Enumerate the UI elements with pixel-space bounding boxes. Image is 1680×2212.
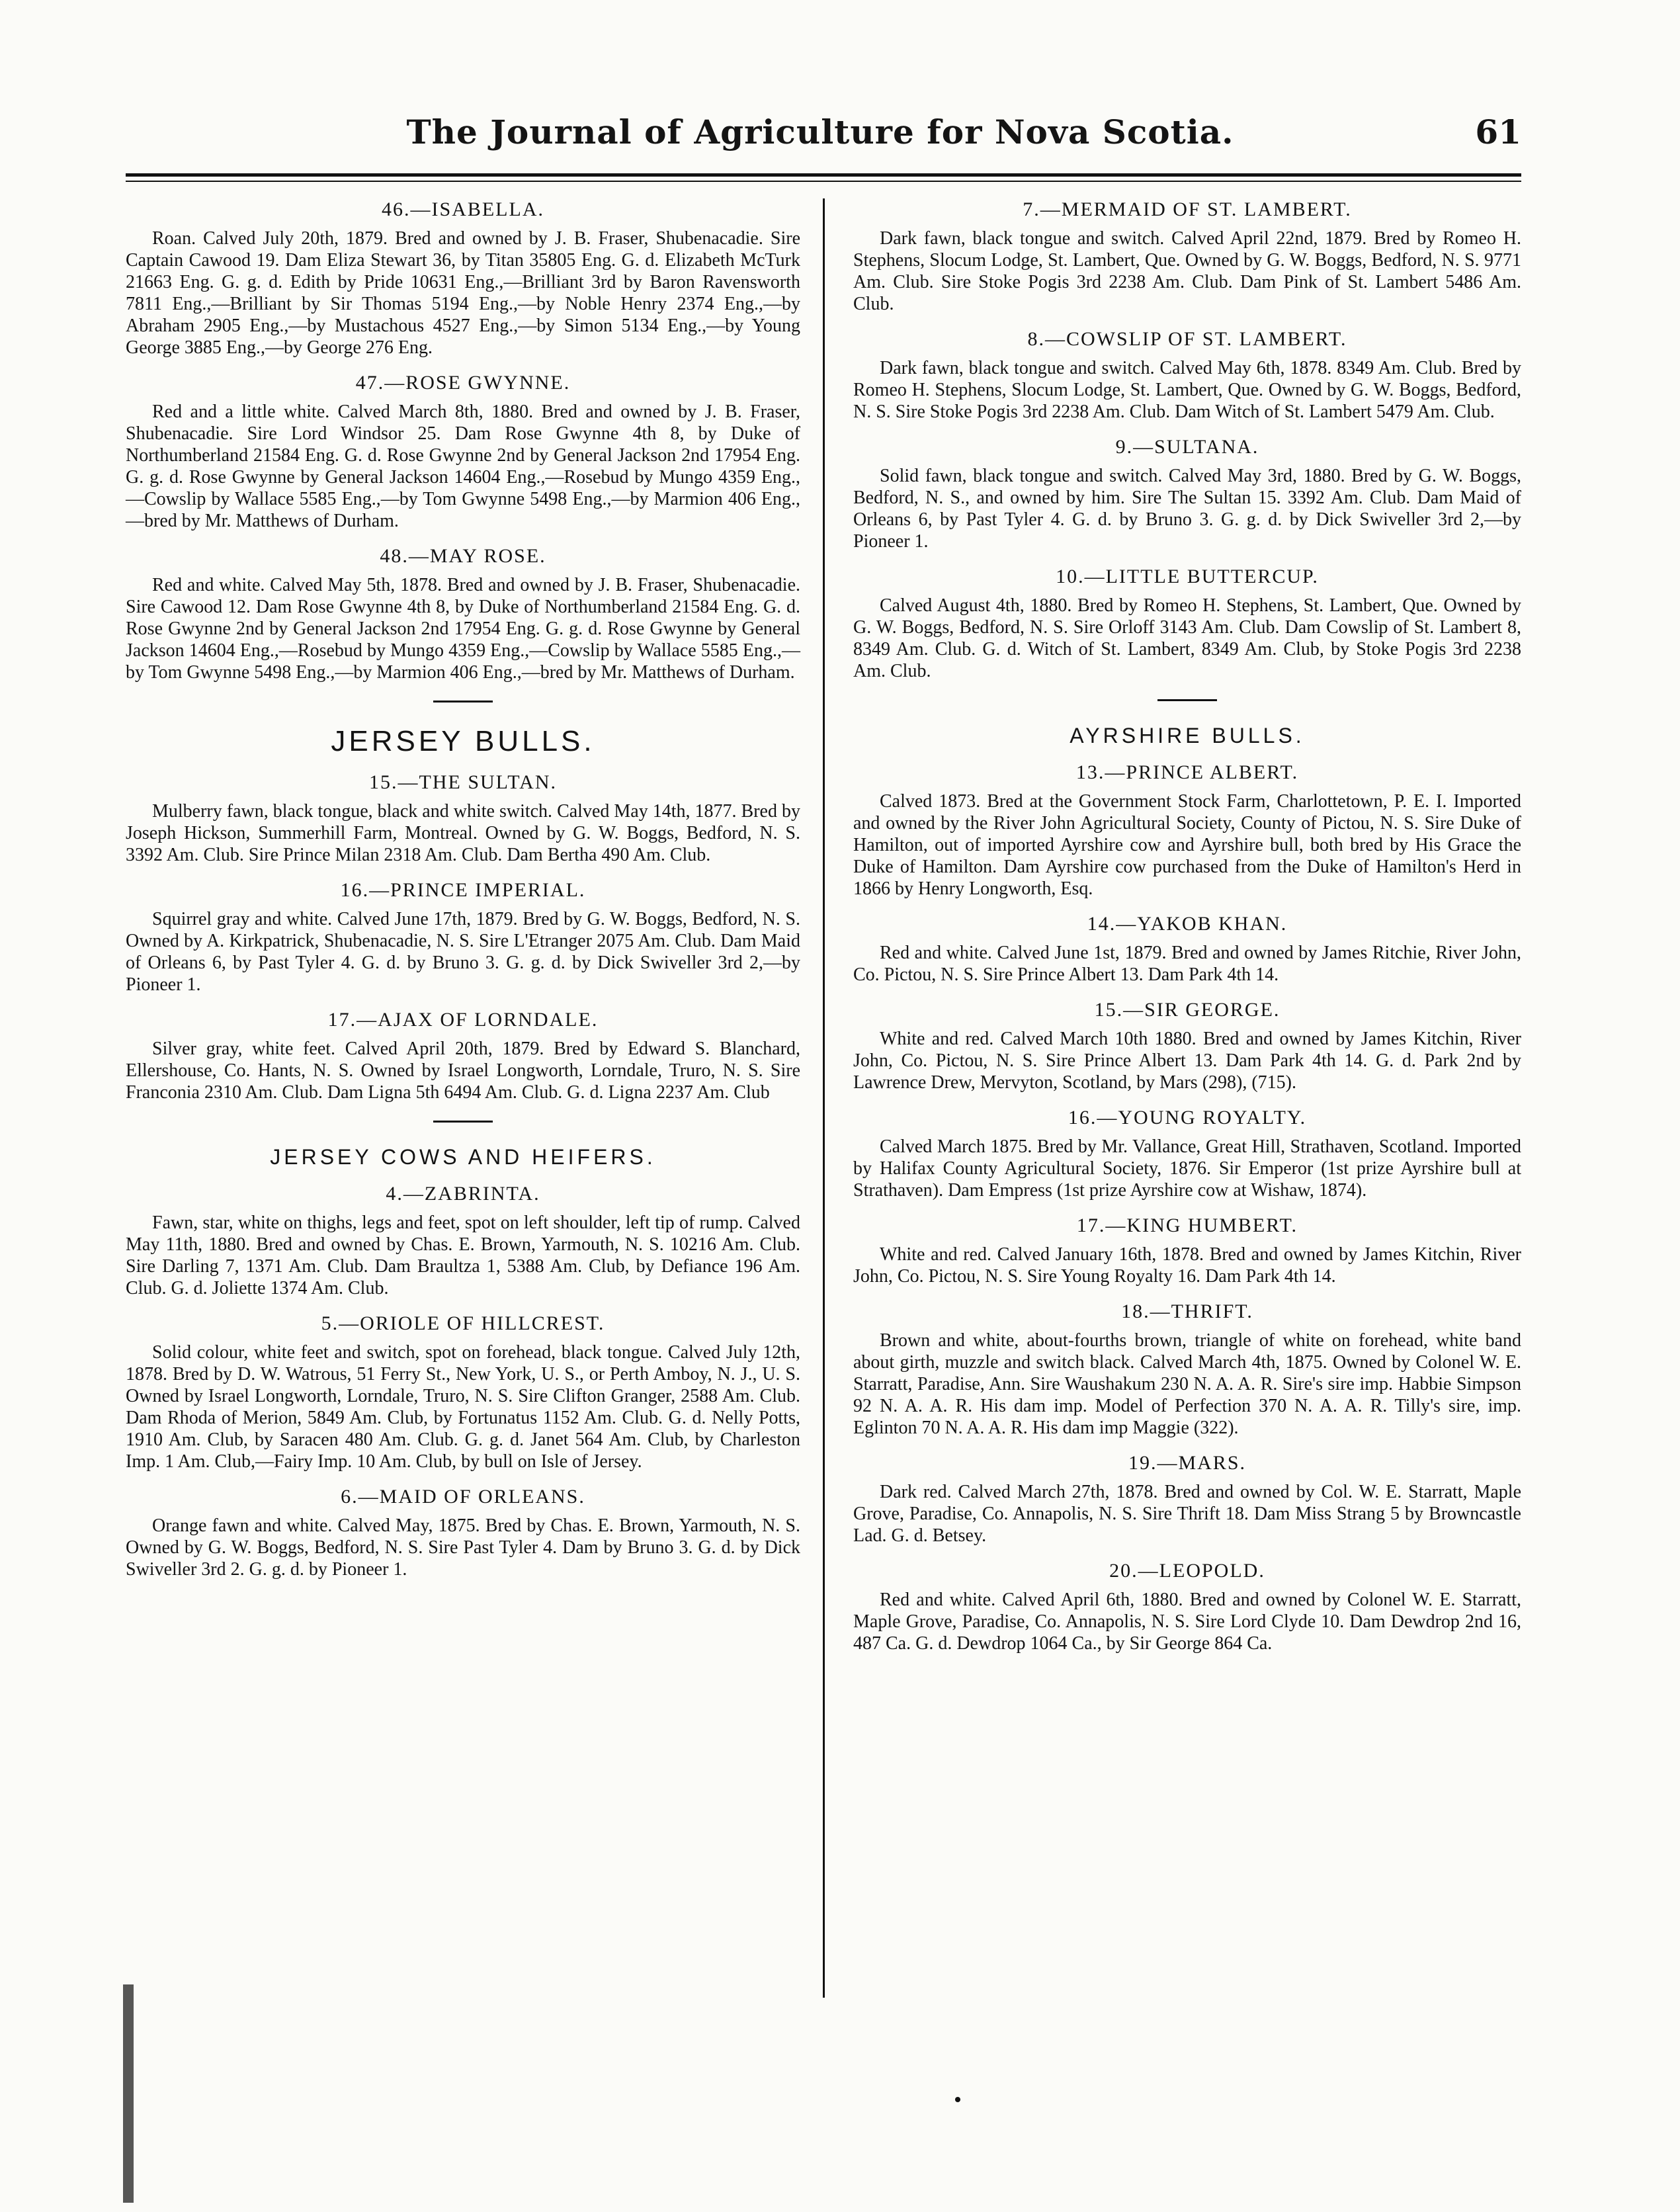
page-number: 61: [1475, 112, 1521, 151]
entry-text: Red and a little white. Calved March 8th, 1880. Bred and owned by J. B. Fraser, Shubenacadie. Sire Lord Windsor 25. Dam Rose Gwynne 4th 8, by Duke of Northumberland 21584 Eng. G. d. Rose Gwynne 2nd by General Jackson 2nd 17954 Eng. G. g. d. Rose Gwynne by General Jackson 14604 Eng.,—Rosebud by Mungo 4359 Eng.,—Cowslip by Wallace 5585 Eng.,—by Tom Gwynne 5498 Eng.,—by Marmion 406 Eng.,—bred by Mr. Matthews of Durham.: [126, 402, 800, 531]
scan-margin-shadow: [123, 1984, 134, 2203]
livestock-entry: [853, 328, 1521, 423]
entry-text: White and red. Calved January 16th, 1878. Bred and owned by James Kitchin, River John, Co. Pictou, N. S. Sire Young Royalty 16. Dam Park 4th 14.: [853, 1244, 1521, 1287]
entry-title: 4.—ZABRINTA.: [386, 1183, 540, 1205]
entry-text: Fawn, star, white on thighs, legs and feet, spot on left shoulder, left tip of rump. Calved May 11th, 1880. Bred and owned by Chas. E. Brown, Yarmouth, N. S. 10216 Am. Club. Sire Darling 7, 1371 Am. Club. Dam Braultza 1, 5388 Am. Club, by Defiance 196 Am. Club. G. d. Joliette 1374 Am. Club.: [126, 1212, 800, 1298]
entry-title: 15.—THE SULTAN.: [369, 771, 557, 793]
livestock-entry: [853, 1300, 1521, 1439]
entry-text: White and red. Calved March 10th 1880. Bred and owned by James Kitchin, River John, Co. Pictou, N. S. Sire Prince Albert 13. Dam Park 4th 14. G. d. Park 2nd by Lawrence Drew, Mervyton, Scotland, by Mars (298), (715).: [853, 1029, 1521, 1093]
entry-text: Solid fawn, black tongue and switch. Calved May 3rd, 1880. Bred by G. W. Boggs, Bedford, N. S., and owned by him. Sire The Sultan 15. 3392 Am. Club. Dam Maid of Orleans 6, by Past Tyler 4. G. d. by Bruno 3. G. g. d. by Dick Swiveller 3rd 2,—by Pioneer 1.: [853, 466, 1521, 552]
entry-title: 10.—LITTLE BUTTERCUP.: [1056, 566, 1319, 587]
livestock-entry: [126, 879, 800, 996]
livestock-entry: [126, 1009, 800, 1103]
section-rule: [433, 701, 493, 702]
entry-text: Red and white. Calved April 6th, 1880. Bred and owned by Colonel W. E. Starratt, Maple Grove, Paradise, Co. Annapolis, N. S. Sire Lord Clyde 10. Dam Dewdrop 2nd 16, 487 Ca. G. d. Dewdrop 1064 Ca., by Sir George 864 Ca.: [853, 1590, 1521, 1654]
entry-text: Orange fawn and white. Calved May, 1875. Bred by Chas. E. Brown, Yarmouth, N. S. Owned by G. W. Boggs, Bedford, N. S. Sire Past Tyler 4. Dam by Bruno 3. G. d. by Dick Swiveller 3rd 2. G. g. d. by Pioneer 1.: [126, 1515, 800, 1580]
entry-title: 17.—AJAX OF LORNDALE.: [327, 1009, 599, 1031]
livestock-entry: [126, 545, 800, 683]
entry-text: Calved March 1875. Bred by Mr. Vallance, Great Hill, Strathaven, Scotland. Imported by Halifax County Agricultural Society, 1876. Sir Emperor (1st prize Ayrshire bull at Strathaven). Dam Empress (1st prize Ayrshire cow at Wishaw, 1874).: [853, 1136, 1521, 1201]
entry-text: Red and white. Calved May 5th, 1878. Bred and owned by J. B. Fraser, Shubenacadie. Sire Cawood 12. Dam Rose Gwynne 4th 8, by Duke of Northumberland 21584 Eng. G. d. Rose Gwynne 2nd by General Jackson 2nd 17954 Eng. G. g. d. Rose Gwynne by General Jackson 14604 Eng.,—Rosebud by Mungo 4359 Eng.,—Cowslip by Wallace 5585 Eng.,—by Tom Gwynne 5498 Eng.,—by Marmion 406 Eng.,—bred by Mr. Matthews of Durham.: [126, 575, 800, 683]
entry-title: 18.—THRIFT.: [1121, 1300, 1253, 1322]
entry-title: 16.—YOUNG ROYALTY.: [1068, 1107, 1307, 1128]
livestock-entry: [853, 913, 1521, 986]
left-column: [126, 198, 800, 1594]
entry-title: 13.—PRINCE ALBERT.: [1075, 761, 1299, 783]
section-heading: JERSEY COWS AND HEIFERS.: [270, 1145, 656, 1169]
entry-title: 47.—ROSE GWYNNE.: [355, 372, 571, 394]
entry-title: 7.—MERMAID OF ST. LAMBERT.: [1023, 198, 1352, 220]
footer-dot: [955, 2097, 960, 2102]
section-rule: [433, 1121, 493, 1123]
livestock-entry: [853, 999, 1521, 1093]
section-heading: JERSEY BULLS.: [331, 725, 595, 757]
entry-text: Brown and white, about-fourths brown, triangle of white on forehead, white band about girth, muzzle and switch black. Calved March 4th, 1875. Owned by Colonel W. E. Starratt, Paradise, Ann. Sire Waushakum 230 N. A. A. R. Sire's sire imp. Habbie Simpson 92 N. A. A. R. His dam imp. Model of Perfection 370 N. A. A. R. Tilly's sire, imp. Eglinton 70 N. A. A. R. His dam imp Maggie (322).: [853, 1330, 1521, 1438]
entry-title: 14.—YAKOB KHAN.: [1087, 913, 1288, 935]
livestock-entry: [126, 771, 800, 866]
journal-title: The Journal of Agriculture for Nova Scotia.: [406, 112, 1234, 151]
entry-text: Dark fawn, black tongue and switch. Calved April 22nd, 1879. Bred by Romeo H. Stephens, Slocum Lodge, St. Lambert, Que. Owned by G. W. Boggs, Bedford, N. S. 9771 Am. Club. Sire Stoke Pogis 3rd 2238 Am. Club. Dam Pink of St. Lambert 5486 Am. Club.: [853, 228, 1521, 314]
livestock-entry: [853, 1560, 1521, 1654]
entry-text: Roan. Calved July 20th, 1879. Bred and owned by J. B. Fraser, Shubenacadie. Sire Captain Cawood 19. Dam Eliza Stewart 36, by Titan 35805 Eng. G. d. Elizabeth McTurk 21663 Eng. G. g. d. Edith by Pride 10631 Eng.,—Brilliant 3rd by Baron Ravensworth 7811 Eng.,—Brilliant by Sir Thomas 5194 Eng.,—by Noble Henry 2374 Eng.,—by Abraham 2905 Eng.,—by Mustachous 4527 Eng.,—by Simon 5134 Eng.,—by Young George 3885 Eng.,—by George 276 Eng.: [126, 228, 800, 358]
livestock-entry: [853, 566, 1521, 682]
section-heading: AYRSHIRE BULLS.: [1070, 724, 1305, 747]
livestock-entry: [126, 1312, 800, 1472]
entry-title: 8.—COWSLIP OF ST. LAMBERT.: [1027, 328, 1347, 350]
entry-title: 17.—KING HUMBERT.: [1076, 1214, 1298, 1236]
entry-title: 48.—MAY ROSE.: [380, 545, 546, 567]
entry-title: 20.—LEOPOLD.: [1109, 1560, 1265, 1582]
entry-text: Squirrel gray and white. Calved June 17th, 1879. Bred by G. W. Boggs, Bedford, N. S. Owned by A. Kirkpatrick, Shubenacadie, N. S. Sire L'Etranger 2075 Am. Club. Dam Maid of Orleans 6, by Past Tyler 4. G. d. by Bruno 3. G. g. d. by Dick Swiveller 3rd 2,—by Pioneer 1.: [126, 909, 800, 995]
entry-title: 5.—ORIOLE OF HILLCREST.: [321, 1312, 605, 1334]
entry-title: 15.—SIR GEORGE.: [1094, 999, 1281, 1021]
page-header: [119, 112, 1521, 172]
entry-text: Dark fawn, black tongue and switch. Calved May 6th, 1878. 8349 Am. Club. Bred by Romeo H. Stephens, Slocum Lodge, St. Lambert, Que. Owned by G. W. Boggs, Bedford, N. S. Sire Stoke Pogis 3rd 2238 Am. Club. Dam Witch of St. Lambert 5479 Am. Club.: [853, 358, 1521, 422]
entry-text: Dark red. Calved March 27th, 1878. Bred and owned by Col. W. E. Starratt, Maple Grove, Paradise, Co. Annapolis, N. S. Sire Thrift 18. Dam Miss Strang 5 by Browncastle Lad. G. d. Betsey.: [853, 1482, 1521, 1546]
entry-title: 19.—MARS.: [1128, 1452, 1247, 1474]
livestock-entry: [853, 761, 1521, 900]
header-rule-thick: [126, 173, 1521, 177]
column-divider: [823, 198, 825, 1998]
livestock-entry: [853, 1452, 1521, 1547]
livestock-entry: [126, 1486, 800, 1580]
livestock-entry: [126, 1183, 800, 1299]
livestock-entry: [853, 1214, 1521, 1287]
livestock-entry: [853, 1107, 1521, 1201]
livestock-entry: [126, 198, 800, 359]
entry-title: 46.—ISABELLA.: [382, 198, 544, 220]
entry-text: Calved August 4th, 1880. Bred by Romeo H. Stephens, St. Lambert, Que. Owned by G. W. Boggs, Bedford, N. S. Sire Orloff 3143 Am. Club. Dam Cowslip of St. Lambert 8, 8349 Am. Club. G. d. Witch of St. Lambert, 8349 Am. Club, by Stoke Pogis 3rd 2238 Am. Club.: [853, 595, 1521, 681]
livestock-entry: [853, 436, 1521, 552]
entry-text: Calved 1873. Bred at the Government Stock Farm, Charlottetown, P. E. I. Imported and owned by the River John Agricultural Society, County of Pictou, N. S. Sire Duke of Hamilton, out of imported Ayrshire cow and Ayrshire bull, both bred by His Grace the Duke of Hamilton. Dam Ayrshire cow purchased from the Duke of Hamilton's Herd in 1866 by Henry Longworth, Esq.: [853, 791, 1521, 899]
entry-text: Solid colour, white feet and switch, spot on forehead, black tongue. Calved July 12th, 1878. Bred by D. W. Watrous, 51 Ferry St., New York, U. S., or Perth Amboy, N. J., U. S. Owned by Israel Longworth, Lorndale, Truro, N. S. Sire Clifton Granger, 2588 Am. Club. Dam Rhoda of Merion, 5849 Am. Club, by Fortunatus 1152 Am. Club. G. d. Nelly Potts, 1910 Am. Club, by Saracen 480 Am. Club. G. g. d. Janet 564 Am. Club, by Charleston Imp. 1 Am. Club,—Fairy Imp. 10 Am. Club, by bull on Isle of Jersey.: [126, 1342, 800, 1472]
entry-title: 9.—SULTANA.: [1115, 436, 1259, 458]
section-rule: [1157, 699, 1217, 701]
entry-title: 16.—PRINCE IMPERIAL.: [340, 879, 586, 901]
livestock-entry: [853, 198, 1521, 315]
entry-text: Mulberry fawn, black tongue, black and white switch. Calved May 14th, 1877. Bred by Joseph Hickson, Summerhill Farm, Montreal. Owned by G. W. Boggs, Bedford, N. S. 3392 Am. Club. Sire Prince Milan 2318 Am. Club. Dam Bertha 490 Am. Club.: [126, 801, 800, 865]
entry-title: 6.—MAID OF ORLEANS.: [341, 1486, 585, 1508]
header-rule-thin: [126, 181, 1521, 182]
livestock-entry: [126, 372, 800, 532]
entry-text: Red and white. Calved June 1st, 1879. Bred and owned by James Ritchie, River John, Co. Pictou, N. S. Sire Prince Albert 13. Dam Park 4th 14.: [853, 943, 1521, 985]
right-column: [853, 198, 1521, 1668]
entry-text: Silver gray, white feet. Calved April 20th, 1879. Bred by Edward S. Blanchard, Ellershouse, Co. Hants, N. S. Owned by Israel Longworth, Lorndale, Truro, N. S. Sire Franconia 2310 Am. Club. Dam Ligna 5th 6494 Am. Club. G. d. Ligna 2237 Am. Club: [126, 1039, 800, 1103]
